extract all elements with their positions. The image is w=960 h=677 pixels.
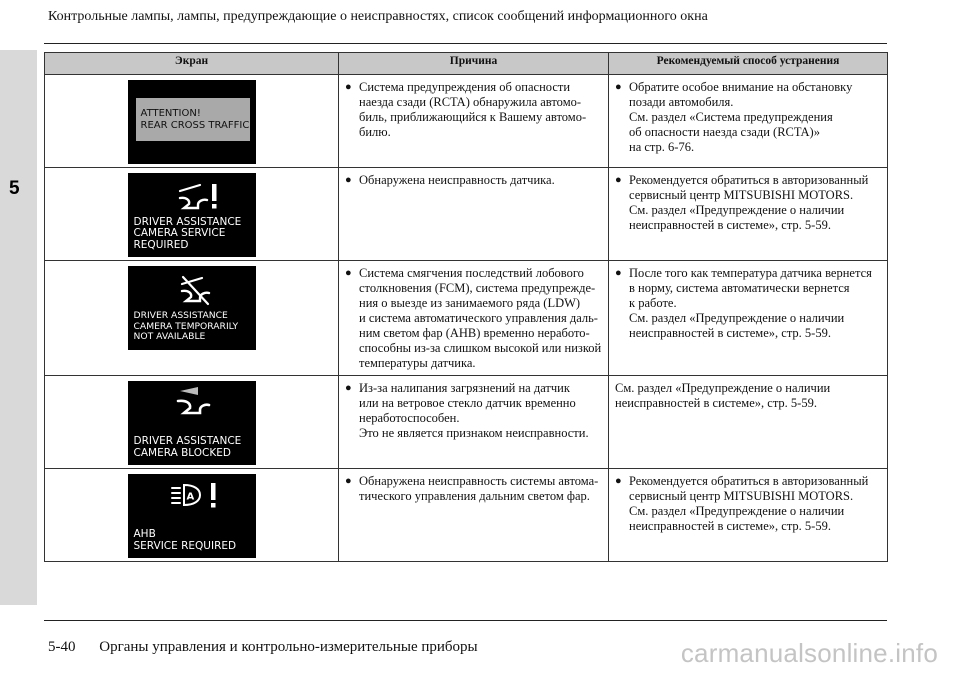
display-text-line: CAMERA TEMPORARILY [133, 320, 239, 332]
cause-text-line: ● Система смягчения последствий лобового [359, 266, 584, 280]
remedy-text-line: в норму, система автоматически вернется [629, 281, 850, 295]
display-text-line: SERVICE REQUIRED [133, 539, 237, 552]
display-text-line: ATTENTION! [140, 108, 201, 119]
remedy-text-line: на стр. 6-76. [629, 140, 695, 154]
remedy-text [615, 80, 881, 155]
screen-cell [45, 261, 339, 376]
header-rule [44, 43, 887, 44]
cause-text-line: и система автоматического управления даль- [359, 311, 598, 325]
page-header: Контрольные лампы, лампы, предупреждающие о неисправностях, список сообщений информационного окна [48, 9, 708, 24]
cause-text-line: неработоспособен. [359, 411, 460, 425]
footer-rule [44, 620, 887, 621]
cause-text-line: наезда сзади (RCTA) обнаружила автомо- [359, 95, 582, 109]
remedy-text-line: См. раздел «Предупреждение о наличии [615, 381, 831, 395]
cause-text-line: Это не является признаком неисправности. [359, 426, 589, 440]
cause-text-line: ● Обнаружена неисправность системы автома- [359, 474, 599, 488]
remedy-text-line: См. раздел «Предупреждение о наличии [629, 504, 845, 518]
cause-text-line: тического управления дальним светом фар. [359, 489, 590, 503]
display-text-line: REAR CROSS TRAFFIC [140, 120, 250, 131]
cause-text-line: ним светом фар (AHB) временно неработо- [359, 326, 590, 340]
remedy-text-line: ● После того как температура датчика вернется [629, 266, 872, 280]
column-header-cause: Причина [339, 53, 609, 75]
remedy-text [615, 173, 881, 233]
display-text-line: REQUIRED [133, 238, 189, 251]
cause-text-line: или на ветровое стекло датчик временно [359, 396, 576, 410]
column-header-remedy: Рекомендуемый способ устранения [609, 53, 888, 75]
screen-cell [45, 376, 339, 469]
column-header-screen: Экран [45, 53, 339, 75]
cause-text [345, 266, 602, 371]
remedy-text-line: неисправностей в системе», стр. 5-59. [629, 519, 831, 533]
remedy-cell [609, 376, 888, 469]
cause-cell [339, 469, 609, 562]
table-row [45, 168, 888, 261]
message-display [128, 80, 256, 164]
remedy-cell [609, 261, 888, 376]
remedy-text-line: сервисный центр MITSUBISHI MOTORS. [629, 188, 854, 202]
remedy-cell [609, 75, 888, 168]
cause-text-line: столкновения (FCM), система предупрежде- [359, 281, 596, 295]
remedy-text-line: См. раздел «Предупреждение о наличии [629, 311, 845, 325]
display-text-line: NOT AVAILABLE [133, 331, 206, 343]
remedy-text [615, 266, 881, 341]
remedy-text-line: неисправностей в системе», стр. 5-59. [629, 326, 831, 340]
cause-text-line: температуры датчика. [359, 356, 476, 370]
cause-text-line: ● Из-за налипания загрязнений на датчик [359, 381, 570, 395]
table-row [45, 469, 888, 562]
table-row [45, 261, 888, 376]
remedy-text-line: неисправностей в системе», стр. 5-59. [629, 218, 831, 232]
message-display [128, 173, 256, 257]
section-title: Органы управления и контрольно-измерительные приборы [99, 639, 478, 655]
cause-text-line: биль, приближающийся к Вашему автомо- [359, 110, 587, 124]
message-display [128, 474, 256, 558]
cause-cell [339, 75, 609, 168]
display-text-line: DRIVER ASSISTANCE [133, 435, 242, 447]
table-row [45, 376, 888, 469]
message-display [128, 381, 256, 465]
cause-text-line: ния о выезде из занимаемого ряда (LDW) [359, 296, 581, 310]
remedy-text [615, 381, 881, 411]
remedy-cell [609, 168, 888, 261]
chapter-sidebar [0, 50, 37, 605]
cause-cell [339, 261, 609, 376]
cause-text-line: ● Обнаружена неисправность датчика. [359, 173, 555, 187]
remedy-text [615, 474, 881, 534]
table-row [45, 75, 888, 168]
remedy-text-line: сервисный центр MITSUBISHI MOTORS. [629, 489, 854, 503]
remedy-text-line: См. раздел «Система предупреждения [629, 110, 833, 124]
message-display [128, 266, 256, 350]
messages-table [44, 52, 888, 562]
chapter-number: 5 [9, 178, 20, 199]
cause-cell [339, 168, 609, 261]
cause-text [345, 173, 602, 188]
remedy-text-line: позади автомобиля. [629, 95, 734, 109]
cause-text [345, 80, 602, 140]
watermark: carmanualsonline.info [680, 638, 938, 668]
cause-text-line: способны из-за слишком высокой или низкой [359, 341, 602, 355]
display-text-line: CAMERA BLOCKED [133, 446, 231, 459]
screen-cell [45, 75, 339, 168]
remedy-text-line: к работе. [629, 296, 677, 310]
remedy-text-line: ● Обратите особое внимание на обстановку [629, 80, 853, 94]
screen-cell [45, 469, 339, 562]
remedy-cell [609, 469, 888, 562]
cause-text [345, 474, 602, 504]
cause-text [345, 381, 602, 441]
attention-banner [136, 98, 250, 141]
cause-cell [339, 376, 609, 469]
display-text-line: DRIVER ASSISTANCE [133, 215, 242, 228]
page-footer [48, 639, 478, 656]
display-text-line: DRIVER ASSISTANCE [133, 310, 228, 322]
display-text-line: CAMERA SERVICE [133, 227, 226, 239]
display-text-line: AHB [133, 528, 156, 540]
cause-text-line: билю. [359, 125, 391, 139]
remedy-text-line: неисправностей в системе», стр. 5-59. [615, 396, 817, 410]
svg-text:A: A [186, 491, 194, 503]
remedy-text-line: ● Рекомендуется обратиться в авторизованный [629, 474, 869, 488]
cause-text-line: ● Система предупреждения об опасности [359, 80, 571, 94]
table-header-row [45, 53, 888, 75]
remedy-text-line: См. раздел «Предупреждение о наличии [629, 203, 845, 217]
remedy-text-line: ● Рекомендуется обратиться в авторизованный [629, 173, 869, 187]
screen-cell [45, 168, 339, 261]
page-number: 5-40 [48, 639, 76, 655]
remedy-text-line: об опасности наезда сзади (RCTA)» [629, 125, 820, 139]
